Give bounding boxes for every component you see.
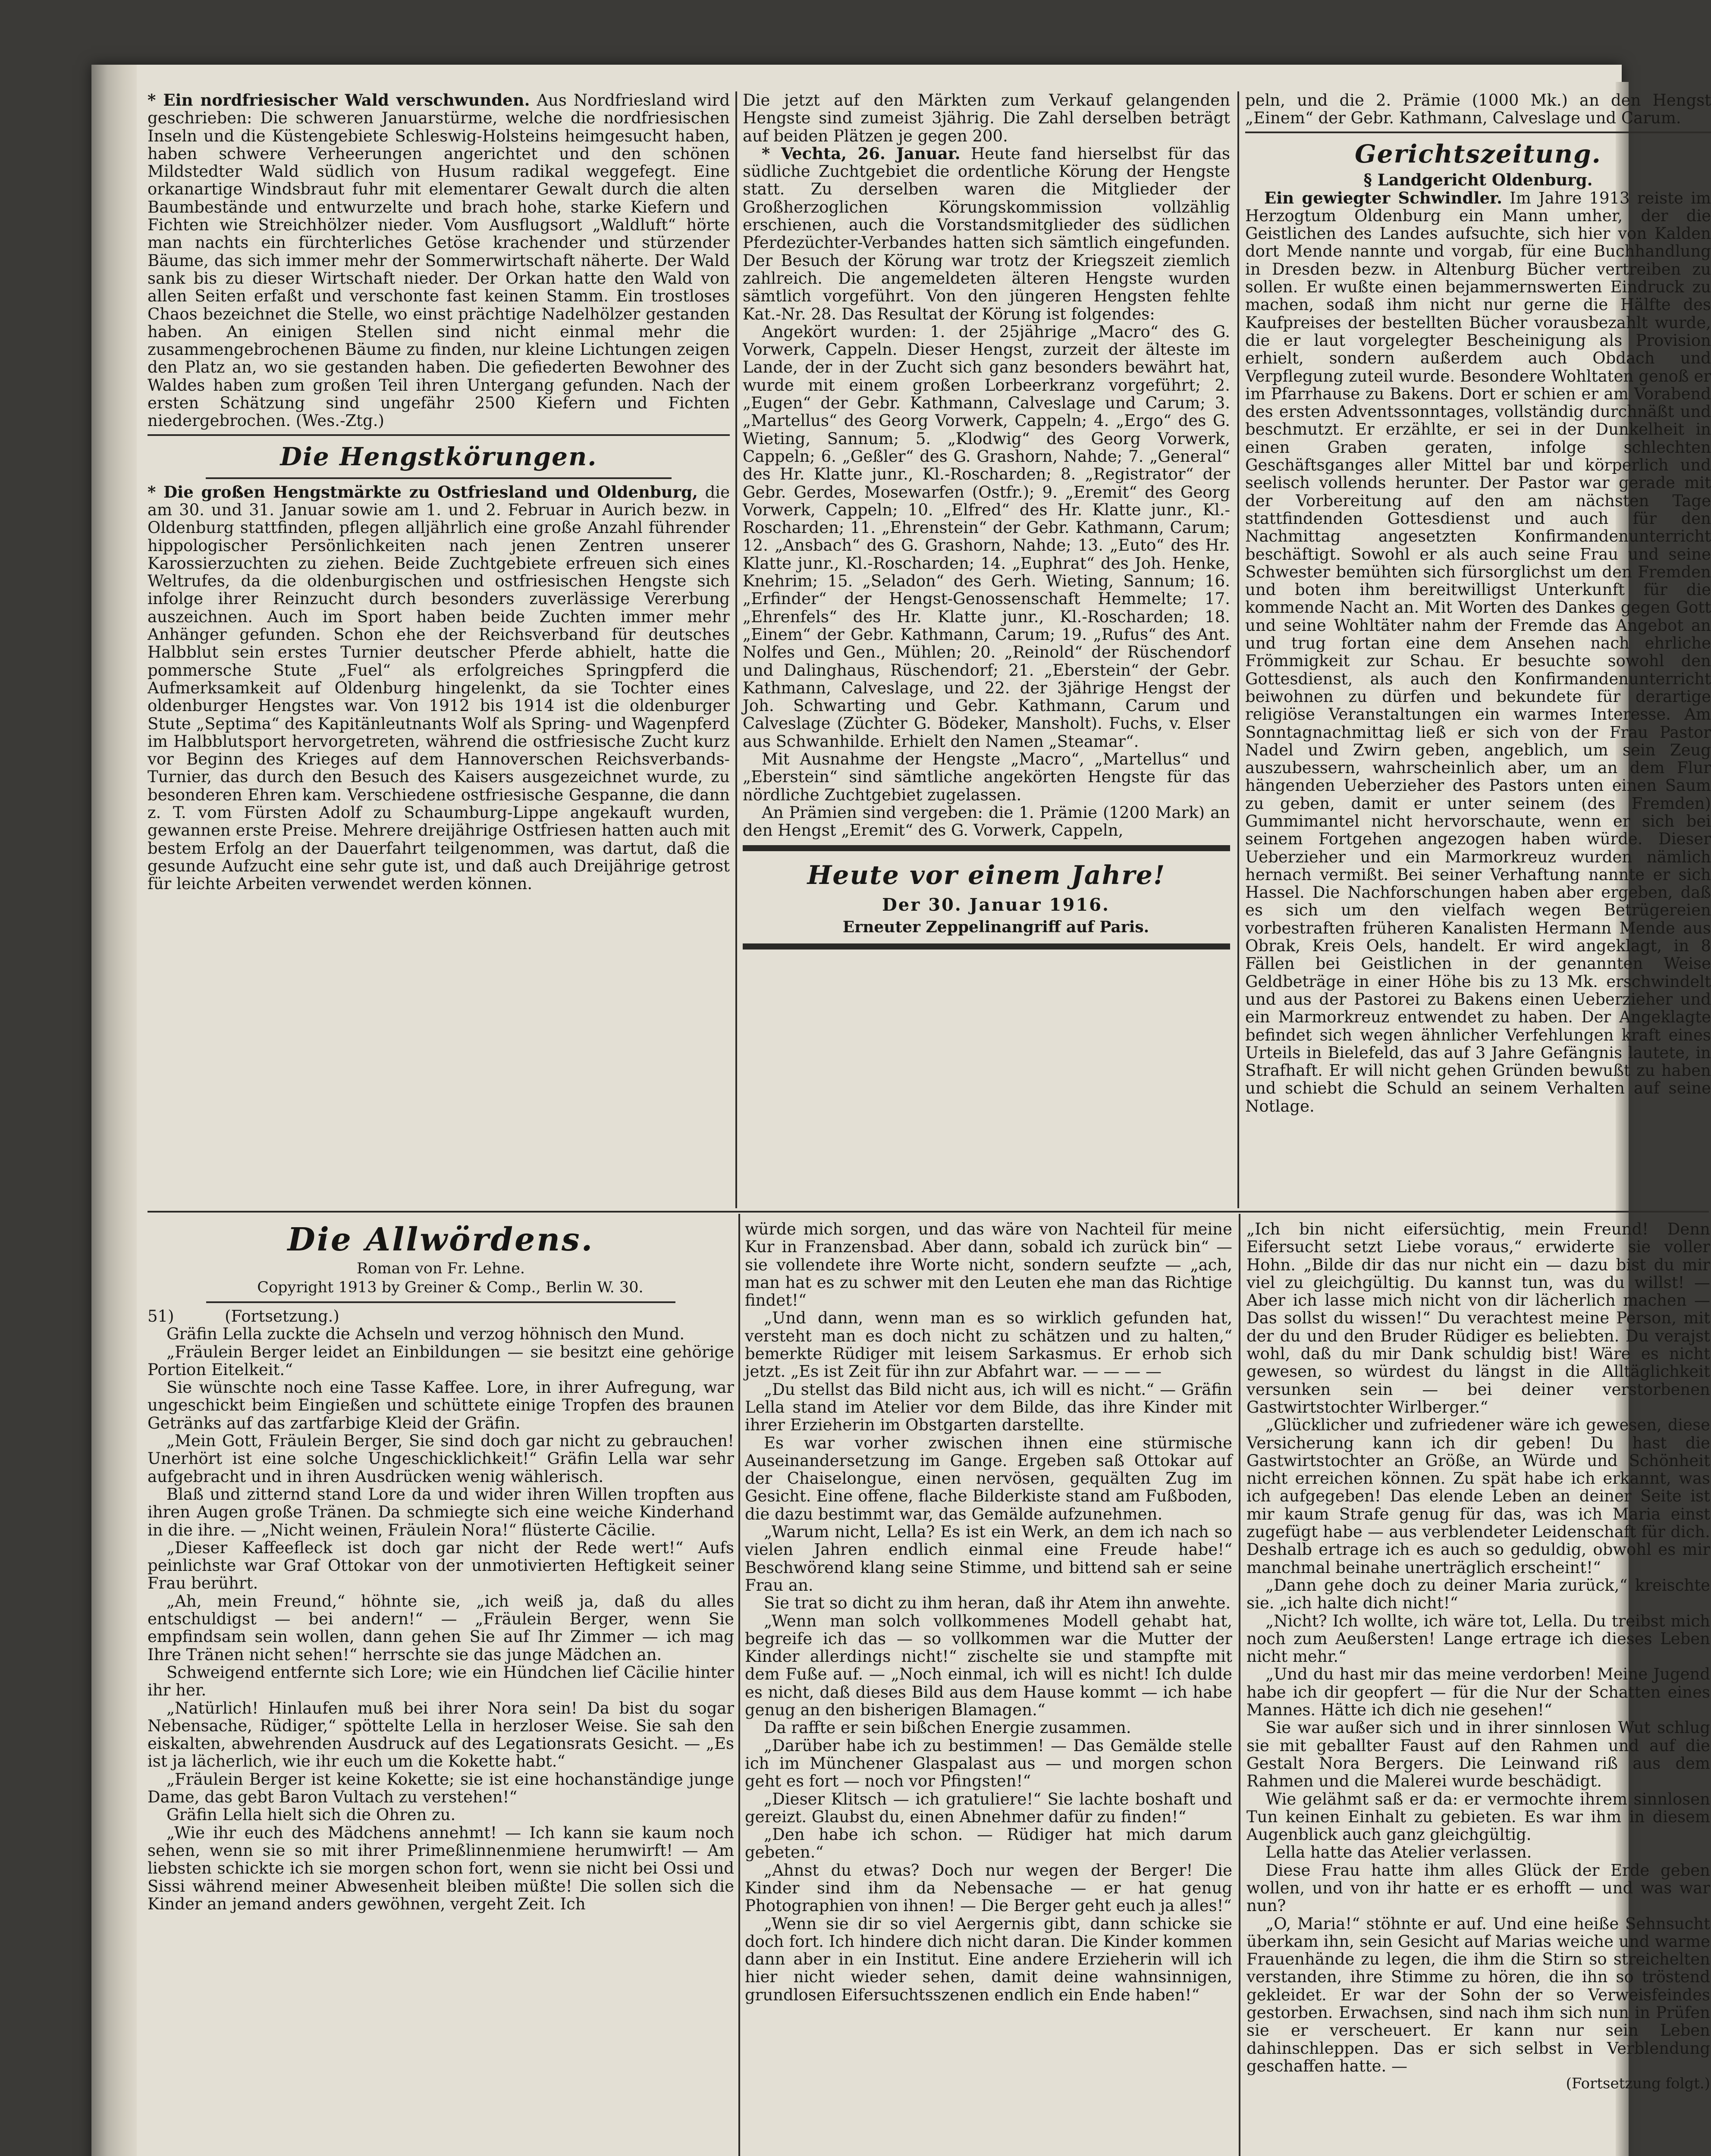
novel-paragraph: „Wenn man solch vollkommenes Modell gehabt hat, begreife ich das — so vollkommen war die Mutter der Kinder allerdings nicht!“ zischelte sie und stampfte mit dem Fuße auf. — „Noch einmal, ich will es nicht! Ich dulde es nicht, daß dieses Bild aus dem Hause kommt — ich habe genug an den bisherigen Blamagen.“ [745,1611,1232,1720]
novel-column-3 [1246,1220,1710,2156]
novel-paragraph: „Warum nicht, Lella? Es ist ein Werk, an dem ich nach so vielen Jahren endlich einmal eine Freude habe!“ Beschwörend klang seine Stimme, und bittend sah er seine Frau an. [745,1523,1232,1595]
novel-paragraph: „Fräulein Berger ist keine Kokette; sie ist eine hochanständige junge Dame, das gebt Baron Vultach zu verstehen!“ [148,1770,734,1807]
novel-column-2 [745,1220,1232,2156]
novel-paragraph: Lella hatte das Atelier verlassen. [1265,1843,1532,1862]
article-wald-text: Aus Nordfriesland wird geschrieben: Die schweren Januarstürme, welche die nordfriesischen Inseln und die Küstengebiete Schleswig-Holsteins heimgesucht haben, haben schwere Verheerungen angerichtet und den schönen Mildstedter Wald südlich von Husum radikal weggefegt. Eine orkanartige Windsbraut fuhr mit elementarer Gewalt durch die alten Baumbestände und entwurzelte und brach hohe, starke Kiefern und Fichten wie Streichhölzer nieder. Vom Ausflugsort „Waldluft“ hörte man nachts ein fürchterliches Getöse krachender und stürzender Bäume, das sich immer mehr der Sommerwirtschaft näherte. Der Wald sank bis zu dieser Wirtschaft nieder. Der Orkan hatte den Wald von allen Seiten erfaßt und verschonte fast keinen Stamm. Ein trostloses Chaos bezeichnet die Stelle, wo einst prächtige Nadelhölzer gestanden haben. An einigen Stellen sind nicht einmal mehr die zusammengebrochenen Bäume zu finden, nur kleine Lichtungen zeigen den Platz an, wo sie gestanden haben. Die gefiederten Bewohner des Waldes haben zum großen Teil ihren Untergang gefunden. Nach der ersten Schätzung sind ungefähr 2500 Kiefern und Fichten niedergebrochen. (Wes.-Ztg.) [148,91,730,430]
novel-paragraph: Gräfin Lella hielt sich die Ohren zu. [166,1805,456,1824]
court-news-heading: Gerichtszeitung. [1355,139,1601,169]
novel-paragraph: „O, Maria!“ stöhnte er auf. Und eine heiße Sehnsucht überkam ihn, sein Gesicht auf Marias weiche und warme Frauenhände zu legen, die ihm die Stirn so streichelten verstanden, ihre Stimme zu hören, die ihn so tröstend gekleidet. Er war der Sohn der so Verweisfeindes gestorben. Erwachsen, sind nach ihm sich nun in Prüfen sie er verscheuert. Er kann nur sein Leben dahinschleppen. Das er sich selbst in Verblendung geschaffen hatte. — [1246,1914,1710,2075]
novel-paragraph: würde mich sorgen, und das wäre von Nachteil für meine Kur in Franzensbad. Aber dann, sobald ich zurück bin“ — sie vollendete ihre Worte nicht, sondern seufzte — „ach, man hat es zu schwer mit den Leuten ehe man das Richtige findet!“ [745,1220,1232,1310]
novel-paragraph: Wie gelähmt saß er da: er vermochte ihrem sinnlosen Tun keinen Einhalt zu gebieten. Es war ihm in diesem Augenblick auch ganz gleichgültig. [1246,1789,1710,1844]
installment-number: 51) [148,1307,174,1326]
column-divider [1237,91,1239,1208]
article-hengst-text: die am 30. und 31. Januar sowie am 1. und 2. Februar in Aurich bezw. in Oldenburg stattfinden, pflegen alljährlich eine große Anzahl führender hippologischer Persönlichkeiten nach jenen Zentren unserer Karossierzuchten zu ziehen. Beide Zuchtgebiete erfreuen sich eines Weltrufes, da die oldenburgischen und ostfriesischen Hengste sich infolge ihrer Reinzucht durch besonders zuverlässige Vererbung auszeichnen. Auch im Sport haben beide Zuchten immer mehr Anhänger gefunden. Schon ehe der Reichsverband für deutsches Halbblut sein erstes Turnier deutscher Pferde abhielt, hatte die pommersche Stute „Fuel“ als erfolgreiches Springpferd die Aufmerksamkeit auf Oldenburg hingelenkt, da sie Tochter eines oldenburger Hengstes war. Von 1912 bis 1914 ist die oldenburger Stute „Septima“ des Kapitänleutnants Wolf als Spring- und Wagenpferd im Halbblutsport hervorgetreten, während die ostfriesische Zucht kurz vor Beginn des Krieges auf dem Hannoverschen Reichsverbands-Turnier, das durch den Besuch des Kaisers ausgezeichnet wurde, zu besonderen Ehren kam. Verschiedene ostfriesische Gespanne, die dann z. T. vom Fürsten Adolf zu Schaumburg-Lippe angekauft wurden, gewannen erste Preise. Mehrere dreijährige Ostfriesen hatten auch mit bestem Erfolg an der Dauerfahrt teilgenommen, was dartut, daß die gesunde Aufzucht eine sehr gute ist, und daß auch Dreijährige getrost für leichte Arbeiten verwendet werden können. [148,483,730,893]
novel-paragraph: „Ahnst du etwas? Doch nur wegen der Berger! Die Kinder sind ihm da Nebensache — er hat genug Photographien von ihnen! — Die Berger geht euch ja alles!“ [745,1861,1232,1915]
koerung-list: Angekört wurden: 1. der 25jährige „Macro“ des G. Vorwerk, Cappeln. Dieser Hengst, zurzeit der älteste im Lande, der in der Zucht sich ganz besonders bewährt hat, wurde mit einem großen Lorbeerkranz vorgeführt; 2. „Eugen“ der Gebr. Kathmann, Calveslage und Carum; 3. „Martellus“ des Georg Vorwerk, Cappeln; 4. „Ergo“ des G. Wieting, Sannum; 5. „Klodwig“ des Georg Vorwerk, Cappeln; 6. „Geßler“ des G. Grashorn, Nahde; 7. „General“ des Hr. Klatte junr., Kl.-Roscharden; 8. „Registrator“ der Gebr. Gerdes, Mosewarfen (Ostfr.); 9. „Eremit“ des Georg Vorwerk, Cappeln; 10. „Elfred“ des Hr. Klatte junr., Kl.-Roscharden; 11. „Ehrenstein“ der Gebr. Kathmann, Carum; 12. „Ansbach“ des G. Grashorn, Nahde; 13. „Euto“ des Hr. Klatte junr., Kl.-Roscharden; 14. „Euphrat“ des Joh. Henke, Knehrim; 15. „Seladon“ des Gerh. Wieting, Sannum; 16. „Erfinder“ der Hengst-Genossenschaft Hemmelte; 17. „Ehrenfels“ des Hr. Klatte junr., Kl.-Roscharden; 18. „Einem“ der Gebr. Kathmann, Carum; 19. „Rufus“ des Ant. Nolfes und Gen., Mühlen; 20. „Reinold“ der Rüschendorf und Dalinghaus, Rüschendorf; 21. „Eberstein“ der Gebr. Kathmann, Calveslage, und 22. der 3jährige Hengst der Joh. Schwarting und Gebr. Kathmann, Carum und Calveslage (Züchter G. Bödeker, Mansholt). Fuchs, v. Elser aus Schwanhilde. Erhielt den Namen „Steamar“. [743,322,1230,751]
court-name: § Landgericht Oldenburg. [1363,170,1593,189]
continuation-note: (Fortsetzung.) [225,1307,339,1326]
novel-paragraph: „Fräulein Berger leidet an Einbildungen — sie besitzt eine gehörige Portion Eitelkeit.“ [148,1342,734,1379]
novel-paragraph: „Darüber habe ich zu bestimmen! — Das Gemälde stelle ich im Münchener Glaspalast aus — und morgen schon geht es fort — noch vor Pfingsten!“ [745,1736,1232,1791]
novel-installment [148,1307,734,1325]
novel-paragraph: „Glücklicher und zufriedener wäre ich gewesen, diese Versicherung kann ich dir geben! Du hast die Gastwirtstochter an Größe, an Würde und Schönheit nicht erreichen können. Zu spät habe ich erkannt, was ich aufgegeben! Das elende Leben an deiner Seite ist mir kaum Strafe genug für das, was ich Maria einst zugefügt habe — aus verblendeter Leidenschaft für dich. Deshalb ertrage ich es auch so geduldig, obwohl es mir manchmal beinahe unerträglich erscheint!“ [1246,1416,1710,1577]
article-wald-lead: * Ein nordfriesischer Wald verschwunden. [148,91,530,110]
novel-paragraph: Sie war außer sich und in ihrer sinnlosen Wut schlug sie mit geballter Faust auf den Rahmen und auf die Gestalt Nora Bergers. Die Leinwand riß aus dem Rahmen und die Malerei wurde beschädigt. [1246,1718,1710,1791]
novel-paragraph: „Den habe ich schon. — Rüdiger hat mich darum gebeten.“ [745,1825,1232,1862]
novel-byline: Roman von Fr. Lehne. [357,1260,525,1277]
novel-paragraph: Schweigend entfernte sich Lore; wie ein Hündchen lief Cäcilie hinter ihr her. [148,1663,734,1700]
section-divider [148,1211,1709,1213]
novel-paragraph: „Und du hast mir das meine verdorben! Meine Jugend habe ich dir geopfert — für die Nur der Schatten eines Mannes. Hätte ich dich nie gesehen!“ [1246,1665,1710,1720]
divider [206,477,672,479]
novel-paragraph: „Ah, mein Freund,“ höhnte sie, „ich weiß ja, daß du alles entschuldigst — bei andern!“ — „Fräulein Berger, wenn Sie empfindsam sein wollen, dann gehen Sie auf Ihr Zimmer — ich mag Ihre Tränen nicht sehen!“ herrschte sie das junge Mädchen an. [148,1592,734,1664]
divider [1245,132,1711,133]
novel-paragraph: „Ich bin nicht eifersüchtig, mein Freund! Denn Eifersucht setzt Liebe voraus,“ erwiderte sie voller Hohn. „Bilde dir das nur nicht ein — dazu bist du mir viel zu gleichgültig. Du kannst tun, was du willst! — Aber ich lasse mich nicht von dir lächerlich machen — Das sollst du wissen!“ Du verachtest meine Person, mit der du und den Bruder Rüdiger es beliebten. Du verajst wohl, daß du mir Dank schuldig bist! Wäre es nicht gewesen, so würdest du längst in die Alltäglichkeit versunken sein — bei deiner verstorbenen Gastwirtstochter Wirlberger.“ [1246,1220,1710,1416]
article-vechta-lead: * Vechta, 26. Januar. [762,144,961,163]
praemie-continuation: peln, und die 2. Prämie (1000 Mk.) an den Hengst „Einem“ der Gebr. Kathmann, Calveslage und Carum. [1245,91,1711,128]
anniversary-box [743,845,1230,950]
novel-paragraph: „Natürlich! Hinlaufen muß bei ihrer Nora sein! Da bist du sogar Nebensache, Rüdiger,“ spöttelte Lella in herzloser Weise. Sie sah den eiskalten, abwehrenden Ausdruck auf des Legationsrats Gesicht. — „Es ist ja lächerlich, wie ihr euch um die Kokette habt.“ [148,1698,734,1771]
article-schwindler [1245,189,1711,1115]
article-hengst-lead: * Die großen Hengstmärkte zu Ostfriesland und Oldenburg, [148,482,698,501]
article-schwindler-lead: Ein gewiegter Schwindler. [1264,188,1502,207]
novel-paragraph: „Und dann, wenn man es so wirklich gefunden hat, versteht man es doch nicht zu schätzen und zu halten,“ bemerkte Rüdiger mit leisem Sarkasmus. Er erhob sich jetzt. „Es ist Zeit für ihn zur Abfahrt war. — — — — [745,1309,1232,1381]
novel-paragraph: „Wie ihr euch des Mädchens annehmt! — Ich kann sie kaum noch sehen, wenn sie so mit ihrer Primeßlinnenmiene herumwirft! — Am liebsten schickte ich sie morgen schon fort, wenn sie nicht bei Ossi und Sissi während meiner Abwesenheit bleiben müßte! Die sollen sich die Kinder an jemand anders gewöhnen, vergeht Zeit. Ich [148,1823,734,1913]
divider [206,1301,675,1303]
article-vechta [743,145,1230,323]
column-divider [1239,1214,1240,2156]
novel-paragraph: „Nicht? Ich wollte, ich wäre tot, Lella. Du treibst mich noch zum Aeußersten! Lange ertrage ich dieses Leben nicht mehr.“ [1246,1611,1710,1666]
hengst-intro: Die jetzt auf den Märkten zum Verkauf gelangenden Hengste sind zumeist 3jährig. Die Zahl derselben beträgt auf beiden Plätzen je gegen 200. [743,91,1230,145]
divider [148,434,730,436]
newspaper-page [91,65,1711,2156]
novel-paragraph: Sie trat so dicht zu ihm heran, daß ihr Atem ihn anwehte. [764,1594,1231,1613]
article-wald [148,91,730,430]
anniversary-title: Heute vor einem Jahre! [807,860,1166,891]
article-hengst [148,483,730,893]
column-divider [735,91,737,1208]
novel-paragraph: Diese Frau hatte ihm alles Glück der Erde geben wollen, und von ihr hatte er es erhofft — und was war nun? [1246,1861,1710,1915]
novel-paragraph: Es war vorher zwischen ihnen eine stürmische Auseinandersetzung im Gange. Ergeben saß Ottokar auf der Chaiselongue, einen nervösen, gequälten Zug im Gesicht. Eine offene, flache Bilderkiste stand am Fußboden, die dazu bestimmt war, das Gemälde aufzunehmen. [745,1433,1232,1523]
novel-paragraph: „Du stellst das Bild nicht aus, ich will es nicht.“ — Gräfin Lella stand im Atelier vor dem Bilde, das ihre Kinder mit ihrer Erzieherin im Obstgarten darstellte. [745,1380,1232,1435]
novel-column-1 [148,1220,734,2156]
koerung-praemien: An Prämien sind vergeben: die 1. Prämie (1200 Mark) an den Hengst „Eremit“ des G. Vorwerk, Cappeln, [743,803,1230,840]
continued-note: (Fortsetzung folgt.) [1566,2075,1710,2093]
anniversary-date: Der 30. Januar 1916. [882,895,1110,915]
top-column-2 [743,91,1230,1195]
novel-copyright: Copyright 1913 by Greiner & Comp., Berlin W. 30. [257,1279,644,1296]
article-vechta-text: Heute fand hierselbst für das südliche Zuchtgebiet die ordentliche Körung der Hengste statt. Zu derselben waren die Mitglieder der Großherzoglichen Körungskommission vollzählig erschienen, auch die Vorstandsmitglieder des südlichen Pferdezüchter-Verbandes hatten sich sämtlich eingefunden. Der Besuch der Körung war trotz der Kriegszeit ziemlich zahlreich. Die angemeldeten älteren Hengste wurden sämtlich vorgeführt. Von den jüngeren Hengsten fehlte Kat.-Nr. 28. Das Resultat der Körung ist folgendes: [743,144,1230,323]
novel-paragraph: „Mein Gott, Fräulein Berger, Sie sind doch gar nicht zu gebrauchen! Unerhört ist eine solche Ungeschicklichkeit!“ Gräfin Lella war sehr aufgebracht und in ihren Ausdrücken wenig wählerisch. [148,1432,734,1486]
novel-paragraph: Sie wünschte noch eine Tasse Kaffee. Lore, in ihrer Aufregung, war ungeschickt beim Eingießen und schüttete einige Tropfen des braunen Getränks auf das zartfarbige Kleid der Gräfin. [148,1378,734,1432]
column-divider [738,1214,740,2156]
koerung-ausnahme: Mit Ausnahme der Hengste „Macro“, „Martellus“ und „Eberstein“ sind sämtliche angekörten Hengste für das nördliche Zuchtgebiet zugelassen. [743,749,1230,804]
top-column-1 [148,91,730,1204]
novel-paragraph: „Dann gehe doch zu deiner Maria zurück,“ kreischte sie. „ich halte dich nicht!“ [1246,1576,1710,1613]
novel-paragraph: Da raffte er sein bißchen Energie zusammen. [764,1718,1131,1737]
page-binding [91,65,137,2156]
novel-paragraph: „Dieser Kaffeefleck ist doch gar nicht der Rede wert!“ Aufs peinlichste war Graf Ottokar von der unmotivierten Heftigkeit seiner Frau berührt. [148,1538,734,1593]
anniversary-event: Erneuter Zeppelinangriff auf Paris. [842,918,1149,937]
novel-title: Die Allwördens. [287,1221,594,1258]
hengst-heading: Die Hengstkörungen. [280,442,597,471]
article-schwindler-text: Im Jahre 1913 reiste im Herzogtum Oldenburg ein Mann umher, der die Geistlichen des Landes aufsuchte, sich hier von Kalden dort Mende nannte und vorgab, für eine Buchhandlung in Dresden bezw. in Altenburg Bücher vertreiben zu sollen. Er wußte einen bejammernswerten Eindruck zu machen, sodaß ihm nicht nur gerne die Hälfte des Kaufpreises der bestellten Bücher vorausbezahlt wurde, die er laut vorgelegter Bescheinigung als Provision erhielt, sondern außerdem auch Obdach und Verpflegung zuteil wurde. Besondere Wohltaten genoß er im Pfarrhause zu Bakens. Dort er schien er am Vorabend des ersten Adventssonntages, vollständig durchnäßt und beschmutzt. Er erzählte, er sei in der Dunkelheit in einen Graben geraten, infolge schlechten Geschäftsganges aller Mittel bar und körperlich und seelisch vollends herunter. Der Pastor war gerade mit der Vorbereitung auf den am nächsten Tage stattfindenden Gottesdienst und auch für den Nachmittag angesetzten Konfirmandenunterricht beschäftigt. Sowohl er als auch seine Frau und seine Schwester bemühten sich fürsorglichst um den Fremden und boten ihm bereitwilligst Unterkunft für die kommende Nacht an. Mit Worten des Dankes gegen Gott und seine Wohltäter nahm der Fremde das Angebot an und trug fortan eine dem Ansehen nach ehrliche Frömmigkeit zur Schau. Er besuchte sowohl den Gottesdienst, als auch den Konfirmandenunterricht beiwohnen zu dürfen und bekundete für derartige religiöse Veranstaltungen ein warmes Interesse. Am Sonntagnachmittag ließ er sich von der Frau Pastor Nadel und Zwirn geben, angeblich, um sein Zeug auszubessern, wahrscheinlich aber, um an dem Flur hängenden Ueberzieher des Pastors unten einen Saum zu geben, damit er unter seinem (des Fremden) Gummimantel nicht hervorschaute, wenn er sich bei seinem Fortgehen angezogen haben würde. Dieser Ueberzieher und ein Marmorkreuz wurden nämlich hernach vermißt. Bei seiner Verhaftung nannte er sich Hassel. Die Nachforschungen haben aber ergeben, daß es sich um den vielfach wegen Betrügereien vorbestraften früheren Kanalisten Hermann Mende aus Obrak, Kreis Oels, handelt. Er wird angeklagt, in 8 Fällen bei Geistlichen in der genannten Weise Geldbeträge in einer Höhe bis zu 13 Mk. erschwindelt und aus der Pastorei zu Bakens einen Ueberzieher und ein Marmorkreuz entwendet zu haben. Der Angeklagte befindet sich wegen ähnlicher Verfehlungen kraft eines Urteils in Bielefeld, das auf 3 Jahre Gefängnis lautete, in Strafhaft. Er will nicht gehen Gründen bewußt zu haben und schiebt die Schuld an seinem Verhalten auf seine Notlage. [1245,188,1711,1116]
novel-paragraph: Gräfin Lella zuckte die Achseln und verzog höhnisch den Mund. [166,1325,685,1344]
top-column-3 [1245,91,1711,1204]
novel-paragraph: Blaß und zitternd stand Lore da und wider ihren Willen tropften aus ihren Augen große Tränen. Da schmiegte sich eine weiche Kinderhand in die ihre. — „Nicht weinen, Fräulein Nora!“ flüsterte Cäcilie. [148,1485,734,1539]
novel-paragraph: „Wenn sie dir so viel Aergernis gibt, dann schicke sie doch fort. Ich hindere dich nicht daran. Die Kinder kommen dann aber in ein Institut. Eine andere Erzieherin will ich hier nicht wieder sehen, damit deine wahnsinnigen, grundlosen Eifersuchtsszenen endlich ein Ende haben!“ [745,1914,1232,2004]
novel-paragraph: „Dieser Klitsch — ich gratuliere!“ Sie lachte boshaft und gereizt. Glaubst du, einen Abnehmer dafür zu finden!“ [745,1789,1232,1826]
